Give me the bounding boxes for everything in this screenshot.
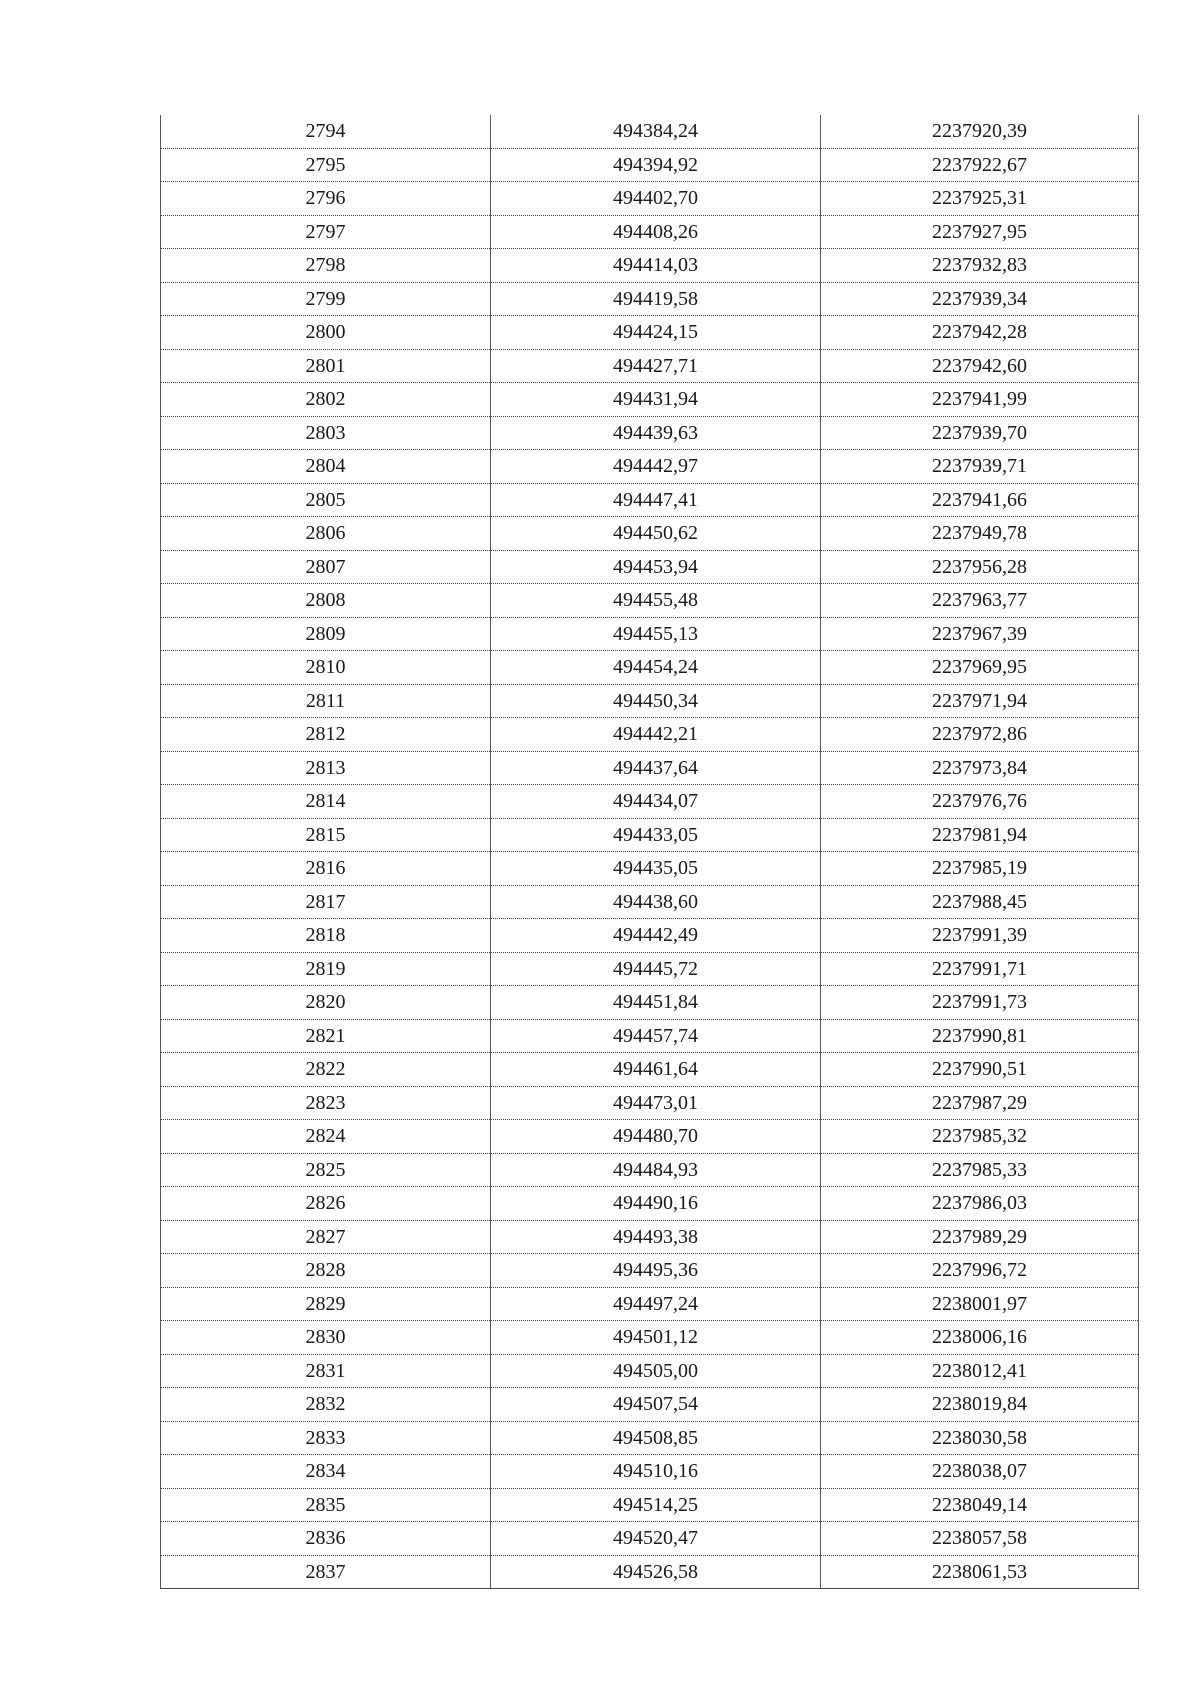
x-coordinate-cell: 494501,12 (491, 1321, 821, 1355)
y-coordinate-cell: 2238038,07 (821, 1455, 1139, 1489)
x-coordinate-cell: 494508,85 (491, 1421, 821, 1455)
y-coordinate-cell: 2238001,97 (821, 1287, 1139, 1321)
y-coordinate-cell: 2237963,77 (821, 584, 1139, 618)
point-number-cell: 2836 (161, 1522, 491, 1556)
x-coordinate-cell: 494424,15 (491, 316, 821, 350)
y-coordinate-cell: 2237991,39 (821, 919, 1139, 953)
coordinates-table-body (161, 115, 1139, 1589)
y-coordinate-cell: 2237939,71 (821, 450, 1139, 484)
table-row (161, 450, 1139, 484)
x-coordinate-cell: 494408,26 (491, 215, 821, 249)
x-coordinate-cell: 494442,97 (491, 450, 821, 484)
table-row (161, 1120, 1139, 1154)
table-row (161, 115, 1139, 148)
point-number-cell: 2811 (161, 684, 491, 718)
y-coordinate-cell: 2237942,60 (821, 349, 1139, 383)
y-coordinate-cell: 2237981,94 (821, 818, 1139, 852)
table-row (161, 1354, 1139, 1388)
point-number-cell: 2815 (161, 818, 491, 852)
point-number-cell: 2810 (161, 651, 491, 685)
y-coordinate-cell: 2238057,58 (821, 1522, 1139, 1556)
point-number-cell: 2818 (161, 919, 491, 953)
table-row (161, 349, 1139, 383)
x-coordinate-cell: 494453,94 (491, 550, 821, 584)
point-number-cell: 2799 (161, 282, 491, 316)
point-number-cell: 2825 (161, 1153, 491, 1187)
y-coordinate-cell: 2238019,84 (821, 1388, 1139, 1422)
x-coordinate-cell: 494427,71 (491, 349, 821, 383)
table-row (161, 1187, 1139, 1221)
y-coordinate-cell: 2237956,28 (821, 550, 1139, 584)
x-coordinate-cell: 494526,58 (491, 1555, 821, 1589)
table-row (161, 383, 1139, 417)
point-number-cell: 2805 (161, 483, 491, 517)
y-coordinate-cell: 2238012,41 (821, 1354, 1139, 1388)
point-number-cell: 2808 (161, 584, 491, 618)
x-coordinate-cell: 494419,58 (491, 282, 821, 316)
y-coordinate-cell: 2237985,33 (821, 1153, 1139, 1187)
point-number-cell: 2835 (161, 1488, 491, 1522)
y-coordinate-cell: 2237996,72 (821, 1254, 1139, 1288)
y-coordinate-cell: 2237932,83 (821, 249, 1139, 283)
y-coordinate-cell: 2237920,39 (821, 115, 1139, 148)
table-row (161, 785, 1139, 819)
table-row (161, 751, 1139, 785)
point-number-cell: 2837 (161, 1555, 491, 1589)
y-coordinate-cell: 2237973,84 (821, 751, 1139, 785)
table-row (161, 1522, 1139, 1556)
x-coordinate-cell: 494455,48 (491, 584, 821, 618)
point-number-cell: 2824 (161, 1120, 491, 1154)
x-coordinate-cell: 494514,25 (491, 1488, 821, 1522)
y-coordinate-cell: 2237969,95 (821, 651, 1139, 685)
point-number-cell: 2812 (161, 718, 491, 752)
x-coordinate-cell: 494450,62 (491, 517, 821, 551)
table-row (161, 1086, 1139, 1120)
x-coordinate-cell: 494497,24 (491, 1287, 821, 1321)
table-row (161, 684, 1139, 718)
x-coordinate-cell: 494433,05 (491, 818, 821, 852)
point-number-cell: 2798 (161, 249, 491, 283)
y-coordinate-cell: 2237985,19 (821, 852, 1139, 886)
x-coordinate-cell: 494437,64 (491, 751, 821, 785)
table-row (161, 182, 1139, 216)
table-row (161, 584, 1139, 618)
table-row (161, 282, 1139, 316)
y-coordinate-cell: 2237927,95 (821, 215, 1139, 249)
point-number-cell: 2831 (161, 1354, 491, 1388)
point-number-cell: 2796 (161, 182, 491, 216)
x-coordinate-cell: 494435,05 (491, 852, 821, 886)
table-row (161, 986, 1139, 1020)
x-coordinate-cell: 494505,00 (491, 1354, 821, 1388)
coordinates-table (160, 115, 1139, 1589)
x-coordinate-cell: 494431,94 (491, 383, 821, 417)
y-coordinate-cell: 2237922,67 (821, 148, 1139, 182)
y-coordinate-cell: 2237972,86 (821, 718, 1139, 752)
table-row (161, 316, 1139, 350)
y-coordinate-cell: 2237941,66 (821, 483, 1139, 517)
point-number-cell: 2803 (161, 416, 491, 450)
table-row (161, 249, 1139, 283)
x-coordinate-cell: 494384,24 (491, 115, 821, 148)
table-row (161, 885, 1139, 919)
table-row (161, 215, 1139, 249)
point-number-cell: 2795 (161, 148, 491, 182)
y-coordinate-cell: 2238061,53 (821, 1555, 1139, 1589)
x-coordinate-cell: 494495,36 (491, 1254, 821, 1288)
table-row (161, 517, 1139, 551)
y-coordinate-cell: 2237991,71 (821, 952, 1139, 986)
x-coordinate-cell: 494439,63 (491, 416, 821, 450)
x-coordinate-cell: 494451,84 (491, 986, 821, 1020)
point-number-cell: 2828 (161, 1254, 491, 1288)
point-number-cell: 2807 (161, 550, 491, 584)
y-coordinate-cell: 2237988,45 (821, 885, 1139, 919)
point-number-cell: 2826 (161, 1187, 491, 1221)
point-number-cell: 2827 (161, 1220, 491, 1254)
point-number-cell: 2822 (161, 1053, 491, 1087)
table-row (161, 148, 1139, 182)
y-coordinate-cell: 2237989,29 (821, 1220, 1139, 1254)
x-coordinate-cell: 494402,70 (491, 182, 821, 216)
table-row (161, 1321, 1139, 1355)
x-coordinate-cell: 494457,74 (491, 1019, 821, 1053)
x-coordinate-cell: 494394,92 (491, 148, 821, 182)
x-coordinate-cell: 494414,03 (491, 249, 821, 283)
table-row (161, 952, 1139, 986)
x-coordinate-cell: 494484,93 (491, 1153, 821, 1187)
x-coordinate-cell: 494493,38 (491, 1220, 821, 1254)
point-number-cell: 2806 (161, 517, 491, 551)
table-row (161, 852, 1139, 886)
table-row (161, 1019, 1139, 1053)
x-coordinate-cell: 494442,21 (491, 718, 821, 752)
table-row (161, 1153, 1139, 1187)
y-coordinate-cell: 2237967,39 (821, 617, 1139, 651)
point-number-cell: 2804 (161, 450, 491, 484)
point-number-cell: 2813 (161, 751, 491, 785)
y-coordinate-cell: 2238030,58 (821, 1421, 1139, 1455)
y-coordinate-cell: 2237976,76 (821, 785, 1139, 819)
y-coordinate-cell: 2238006,16 (821, 1321, 1139, 1355)
y-coordinate-cell: 2237986,03 (821, 1187, 1139, 1221)
x-coordinate-cell: 494473,01 (491, 1086, 821, 1120)
x-coordinate-cell: 494455,13 (491, 617, 821, 651)
x-coordinate-cell: 494480,70 (491, 1120, 821, 1154)
x-coordinate-cell: 494461,64 (491, 1053, 821, 1087)
point-number-cell: 2800 (161, 316, 491, 350)
point-number-cell: 2801 (161, 349, 491, 383)
table-row (161, 1287, 1139, 1321)
y-coordinate-cell: 2237990,51 (821, 1053, 1139, 1087)
x-coordinate-cell: 494490,16 (491, 1187, 821, 1221)
point-number-cell: 2816 (161, 852, 491, 886)
point-number-cell: 2833 (161, 1421, 491, 1455)
table-row (161, 1455, 1139, 1489)
x-coordinate-cell: 494442,49 (491, 919, 821, 953)
table-row (161, 818, 1139, 852)
point-number-cell: 2819 (161, 952, 491, 986)
point-number-cell: 2821 (161, 1019, 491, 1053)
table-row (161, 483, 1139, 517)
table-row (161, 1421, 1139, 1455)
table-row (161, 919, 1139, 953)
point-number-cell: 2802 (161, 383, 491, 417)
table-row (161, 550, 1139, 584)
point-number-cell: 2823 (161, 1086, 491, 1120)
x-coordinate-cell: 494507,54 (491, 1388, 821, 1422)
table-row (161, 1555, 1139, 1589)
y-coordinate-cell: 2238049,14 (821, 1488, 1139, 1522)
y-coordinate-cell: 2237942,28 (821, 316, 1139, 350)
table-row (161, 617, 1139, 651)
point-number-cell: 2794 (161, 115, 491, 148)
y-coordinate-cell: 2237990,81 (821, 1019, 1139, 1053)
x-coordinate-cell: 494434,07 (491, 785, 821, 819)
x-coordinate-cell: 494438,60 (491, 885, 821, 919)
table-row (161, 1488, 1139, 1522)
point-number-cell: 2829 (161, 1287, 491, 1321)
y-coordinate-cell: 2237941,99 (821, 383, 1139, 417)
table-row (161, 1220, 1139, 1254)
point-number-cell: 2814 (161, 785, 491, 819)
table-row (161, 651, 1139, 685)
y-coordinate-cell: 2237925,31 (821, 182, 1139, 216)
y-coordinate-cell: 2237987,29 (821, 1086, 1139, 1120)
table-row (161, 1388, 1139, 1422)
table-row (161, 416, 1139, 450)
point-number-cell: 2809 (161, 617, 491, 651)
point-number-cell: 2820 (161, 986, 491, 1020)
point-number-cell: 2832 (161, 1388, 491, 1422)
x-coordinate-cell: 494510,16 (491, 1455, 821, 1489)
point-number-cell: 2797 (161, 215, 491, 249)
y-coordinate-cell: 2237985,32 (821, 1120, 1139, 1154)
point-number-cell: 2817 (161, 885, 491, 919)
y-coordinate-cell: 2237971,94 (821, 684, 1139, 718)
x-coordinate-cell: 494445,72 (491, 952, 821, 986)
point-number-cell: 2830 (161, 1321, 491, 1355)
y-coordinate-cell: 2237949,78 (821, 517, 1139, 551)
y-coordinate-cell: 2237939,70 (821, 416, 1139, 450)
table-row (161, 1053, 1139, 1087)
table-row (161, 1254, 1139, 1288)
x-coordinate-cell: 494520,47 (491, 1522, 821, 1556)
y-coordinate-cell: 2237991,73 (821, 986, 1139, 1020)
table-row (161, 718, 1139, 752)
y-coordinate-cell: 2237939,34 (821, 282, 1139, 316)
x-coordinate-cell: 494447,41 (491, 483, 821, 517)
x-coordinate-cell: 494450,34 (491, 684, 821, 718)
x-coordinate-cell: 494454,24 (491, 651, 821, 685)
point-number-cell: 2834 (161, 1455, 491, 1489)
